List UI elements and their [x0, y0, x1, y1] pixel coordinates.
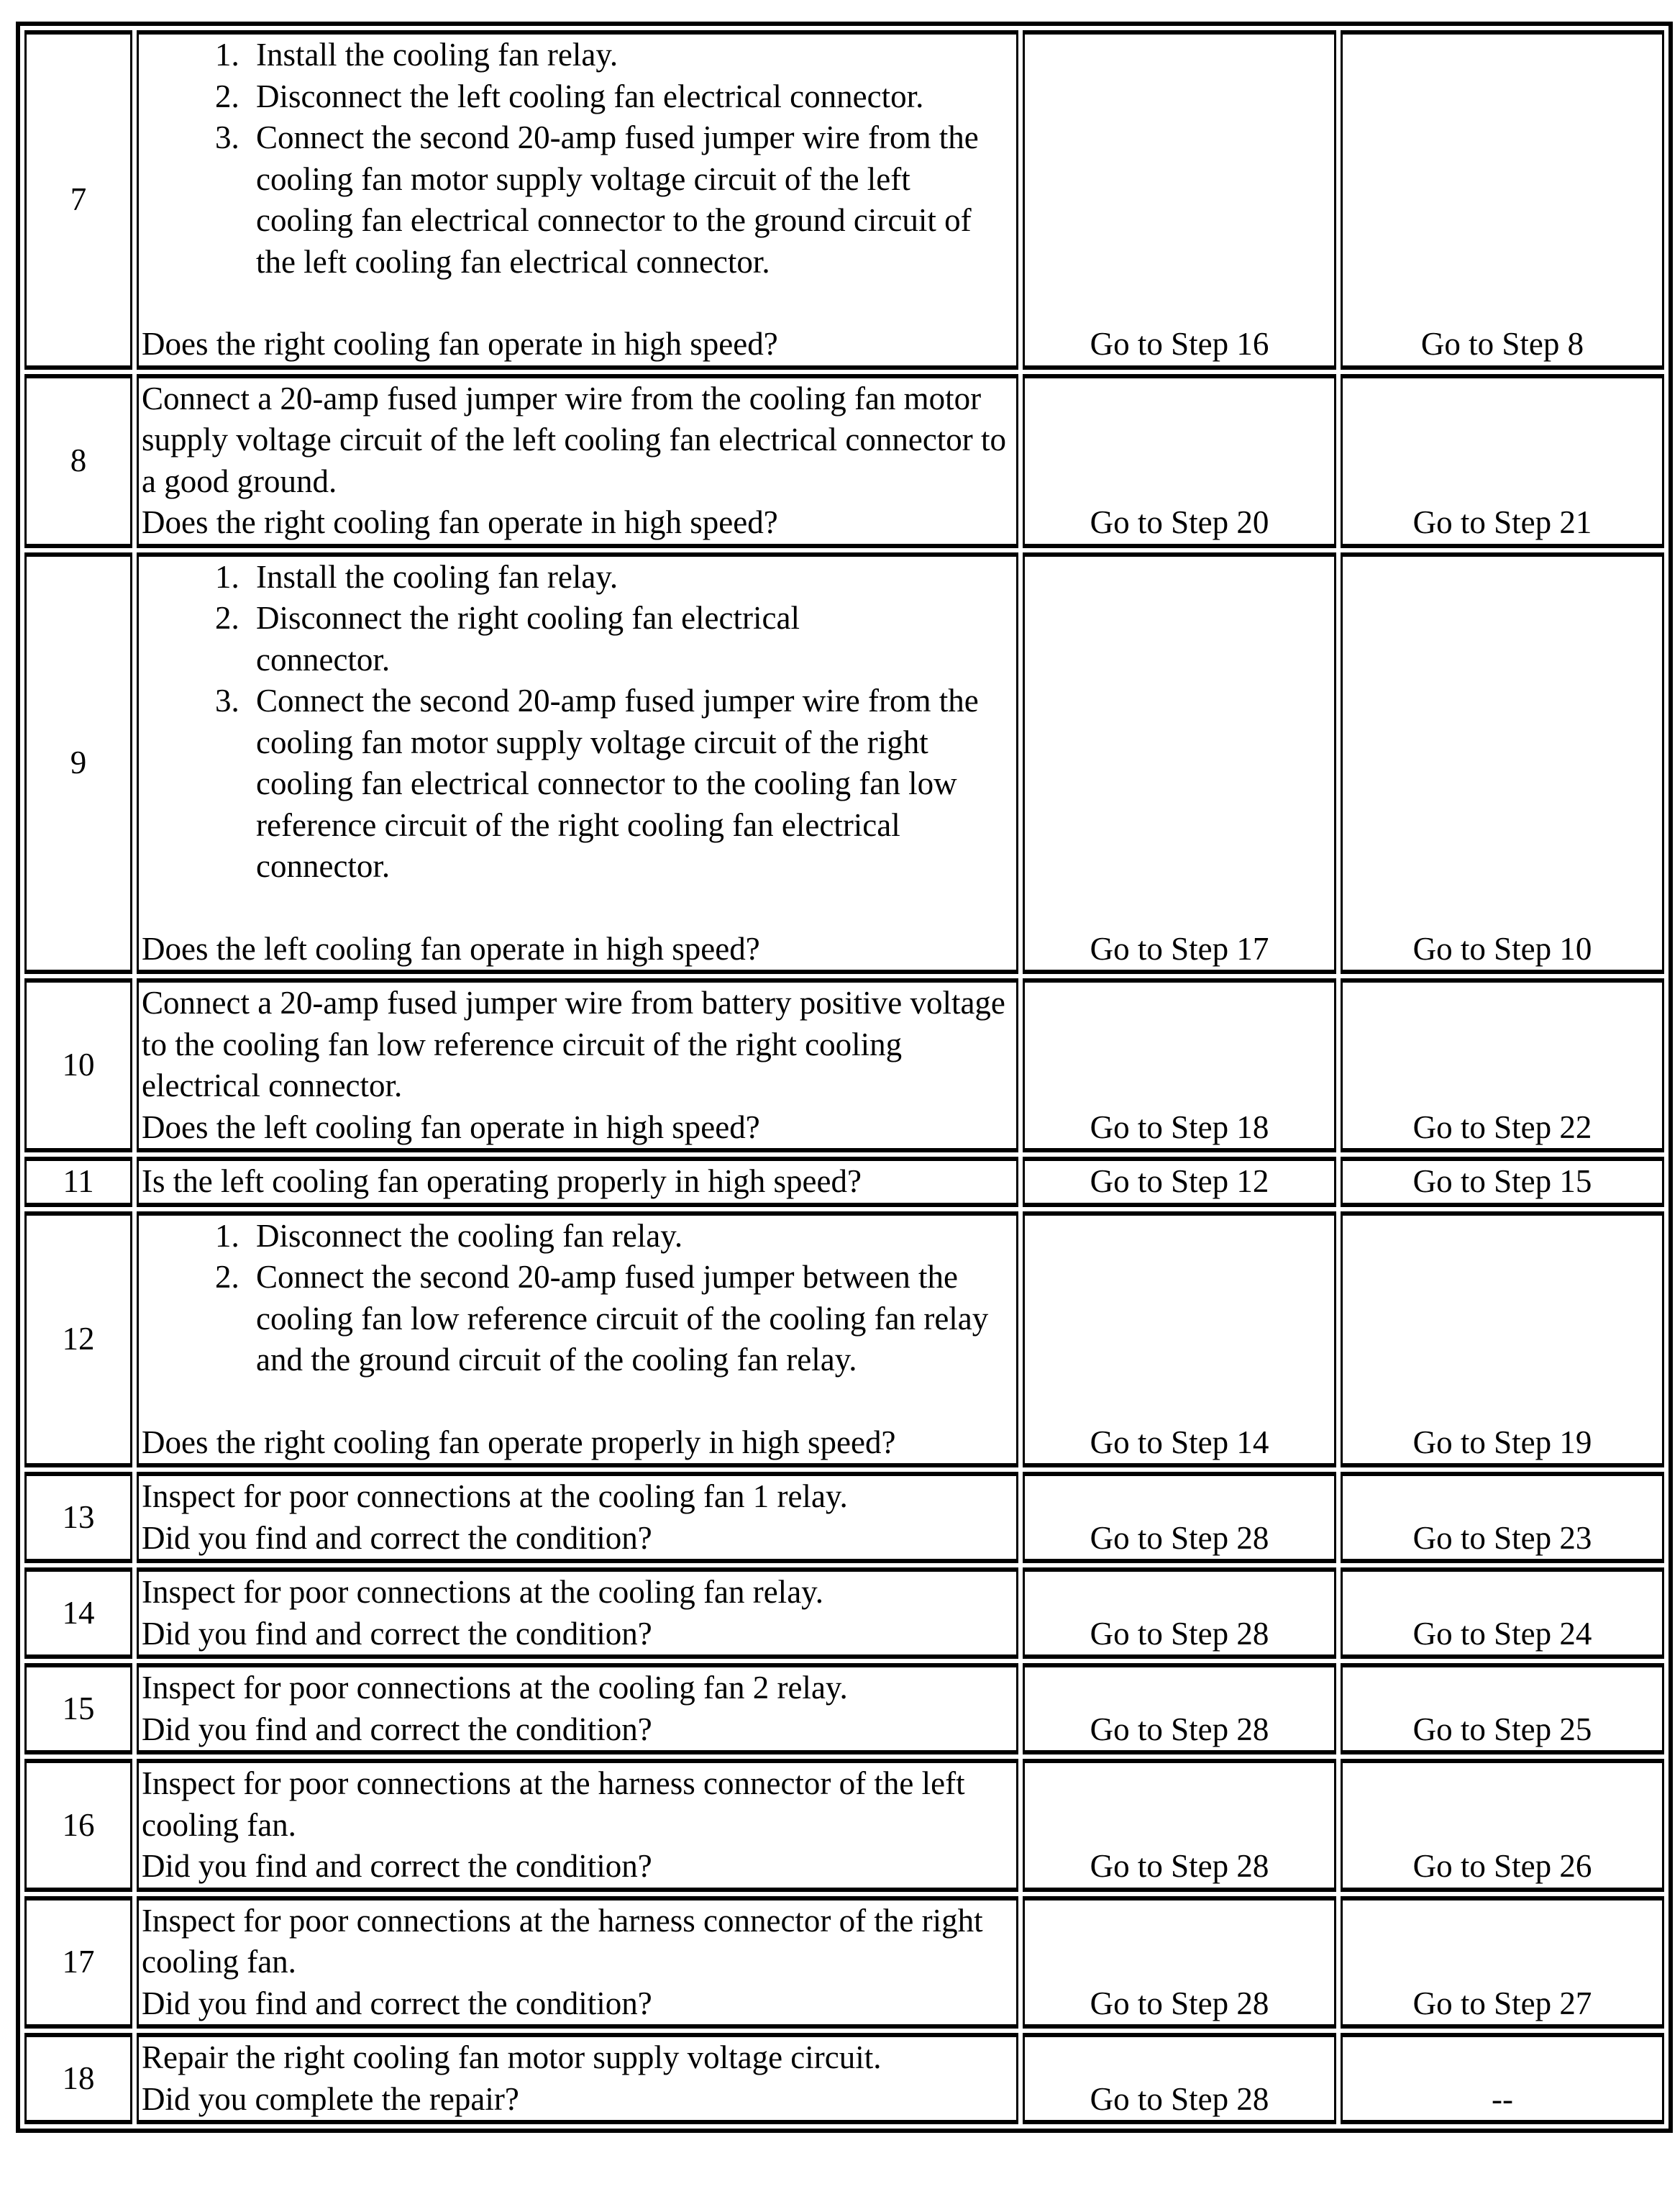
step-instruction: Connect a 20-amp fused jumper wire from battery positive voltage to the cooling fan low reference circuit of the right cooling electrical connector. — [142, 985, 1005, 1103]
yes-result: Go to Step 28 — [1023, 1472, 1336, 1563]
step-instruction: Connect a 20-amp fused jumper wire from the cooling fan motor supply voltage circuit of the left cooling fan electrical connector to a good ground. — [142, 380, 1007, 499]
step-action — [137, 1759, 1018, 1892]
step-action — [137, 978, 1018, 1152]
yes-result: Go to Step 14 — [1023, 1211, 1336, 1468]
step-number: 16 — [24, 1759, 132, 1892]
step-question: Does the left cooling fan operate in high speed? — [142, 1109, 760, 1145]
step-action — [137, 1663, 1018, 1754]
yes-result: Go to Step 16 — [1023, 30, 1336, 370]
table-row — [24, 552, 1664, 975]
table-row — [24, 1759, 1664, 1892]
step-number: 11 — [24, 1157, 132, 1207]
step-instruction: Inspect for poor connections at the harness connector of the left cooling fan. — [142, 1765, 965, 1843]
instruction-list — [142, 1216, 1013, 1381]
step-question: Does the right cooling fan operate in high speed? — [142, 504, 778, 540]
list-item: 1. Install the cooling fan relay. — [247, 557, 1013, 598]
no-result: Go to Step 19 — [1341, 1211, 1664, 1468]
table-row — [24, 30, 1664, 370]
no-result: Go to Step 24 — [1341, 1567, 1664, 1659]
step-question: Is the left cooling fan operating properly in high speed? — [142, 1163, 862, 1199]
list-item: 2. Disconnect the left cooling fan electrical connector. — [247, 76, 1013, 118]
step-question: Did you find and correct the condition? — [142, 1848, 652, 1884]
instruction-list — [142, 35, 1013, 283]
no-result: Go to Step 26 — [1341, 1759, 1664, 1892]
yes-result: Go to Step 20 — [1023, 374, 1336, 548]
no-result: Go to Step 10 — [1341, 552, 1664, 975]
step-question: Does the right cooling fan operate properly in high speed? — [142, 1424, 896, 1460]
step-action — [137, 374, 1018, 548]
list-item: 2. Connect the second 20-amp fused jumper between the cooling fan low reference circuit of the cooling fan relay and the ground circuit of the cooling fan relay. — [247, 1257, 1013, 1381]
step-number: 18 — [24, 2033, 132, 2124]
no-result: -- — [1341, 2033, 1664, 2124]
step-instruction: Inspect for poor connections at the cooling fan 1 relay. — [142, 1478, 848, 1514]
list-item: 3. Connect the second 20-amp fused jumper wire from the cooling fan motor supply voltage circuit of the left cooling fan electrical connector to the ground circuit of the left cooling fan electrical connector. — [247, 117, 1013, 283]
no-result: Go to Step 21 — [1341, 374, 1664, 548]
step-action — [137, 552, 1018, 975]
table-row — [24, 978, 1664, 1152]
no-result: Go to Step 15 — [1341, 1157, 1664, 1207]
step-action — [137, 1211, 1018, 1468]
step-instruction: Inspect for poor connections at the cooling fan 2 relay. — [142, 1670, 848, 1706]
step-number: 9 — [24, 552, 132, 975]
list-item: 1. Install the cooling fan relay. — [247, 35, 1013, 76]
step-number: 8 — [24, 374, 132, 548]
step-question: Did you find and correct the condition? — [142, 1985, 652, 2021]
step-instruction: Repair the right cooling fan motor supply voltage circuit. — [142, 2039, 882, 2075]
diagnostic-steps-table — [16, 22, 1673, 2133]
step-number: 13 — [24, 1472, 132, 1563]
step-question: Did you find and correct the condition? — [142, 1519, 652, 1556]
step-action — [137, 1472, 1018, 1563]
step-action — [137, 2033, 1018, 2124]
step-question: Did you complete the repair? — [142, 2080, 519, 2117]
instruction-list — [142, 557, 1013, 888]
step-action — [137, 1896, 1018, 2029]
step-action — [137, 30, 1018, 370]
table-row — [24, 1567, 1664, 1659]
no-result: Go to Step 22 — [1341, 978, 1664, 1152]
step-number: 17 — [24, 1896, 132, 2029]
step-question: Does the right cooling fan operate in high speed? — [142, 326, 778, 362]
yes-result: Go to Step 17 — [1023, 552, 1336, 975]
step-action — [137, 1157, 1018, 1207]
no-result: Go to Step 27 — [1341, 1896, 1664, 2029]
table-row — [24, 1157, 1664, 1207]
yes-result: Go to Step 28 — [1023, 2033, 1336, 2124]
yes-result: Go to Step 28 — [1023, 1896, 1336, 2029]
table-row — [24, 1472, 1664, 1563]
list-item: 3. Connect the second 20-amp fused jumper wire from the cooling fan motor supply voltage circuit of the right cooling fan electrical connector to the cooling fan low reference circuit of the right cooling fan electrical connector. — [247, 680, 1013, 888]
step-instruction: Inspect for poor connections at the cooling fan relay. — [142, 1574, 823, 1610]
no-result: Go to Step 23 — [1341, 1472, 1664, 1563]
list-item: 2. Disconnect the right cooling fan electrical connector. — [247, 598, 1013, 680]
step-question: Did you find and correct the condition? — [142, 1615, 652, 1652]
table-row — [24, 1663, 1664, 1754]
no-result: Go to Step 8 — [1341, 30, 1664, 370]
no-result: Go to Step 25 — [1341, 1663, 1664, 1754]
table-row — [24, 374, 1664, 548]
step-question: Does the left cooling fan operate in high speed? — [142, 930, 760, 967]
step-number: 15 — [24, 1663, 132, 1754]
list-item: 1. Disconnect the cooling fan relay. — [247, 1216, 1013, 1257]
yes-result: Go to Step 18 — [1023, 978, 1336, 1152]
table-row — [24, 1211, 1664, 1468]
step-number: 14 — [24, 1567, 132, 1659]
yes-result: Go to Step 12 — [1023, 1157, 1336, 1207]
table-row — [24, 1896, 1664, 2029]
yes-result: Go to Step 28 — [1023, 1567, 1336, 1659]
step-instruction: Inspect for poor connections at the harness connector of the right cooling fan. — [142, 1902, 983, 1980]
step-action — [137, 1567, 1018, 1659]
step-question: Did you find and correct the condition? — [142, 1711, 652, 1747]
yes-result: Go to Step 28 — [1023, 1759, 1336, 1892]
step-number: 7 — [24, 30, 132, 370]
step-number: 10 — [24, 978, 132, 1152]
table-row — [24, 2033, 1664, 2124]
yes-result: Go to Step 28 — [1023, 1663, 1336, 1754]
step-number: 12 — [24, 1211, 132, 1468]
